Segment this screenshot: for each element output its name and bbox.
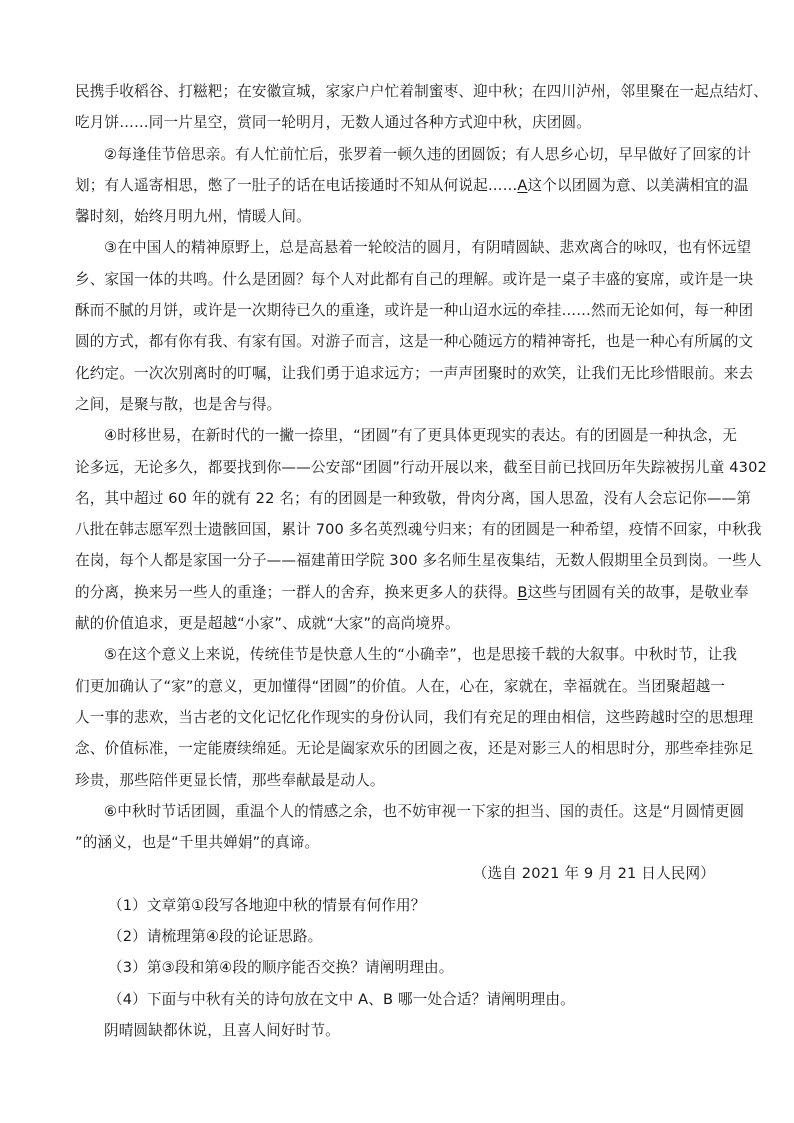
paragraph-line: 划；有人遥寄相思，憋了一肚子的话在电话接通时不知从何说起……A这个以团圆为意、以美满相宜的温 <box>75 176 749 194</box>
insert-mark-b: B <box>517 583 528 601</box>
paragraph-5-start: ⑤在这个意义上来说，传统佳节是快意人生的“小确幸”，也是思接千载的大叙事。中秋时节，让我 <box>104 646 738 664</box>
paragraph-line: 化约定。一次次别离时的叮嘱，让我们勇于追求远方；一声声团聚时的欢笑，让我们无比珍惜眼前。来去 <box>75 364 754 382</box>
paragraph-line: ”的涵义，也是“千里共婵娟”的真谛。 <box>75 834 320 852</box>
paragraph-line: 乡、家国一体的共鸣。什么是团圆？每个人对此都有自己的理解。或许是一桌子丰盛的宴席，或许是一块 <box>75 270 754 288</box>
question-list <box>75 890 723 1015</box>
paragraph-3-start: ③在中国人的精神原野上，总是高悬着一轮皎洁的圆月，有阴晴圆缺、悲欢离合的咏叹，也有怀远望 <box>104 239 752 257</box>
article-body <box>75 76 768 858</box>
paragraph-line: 珍贵，那些陪伴更显长情，那些奉献最是动人。 <box>75 771 385 789</box>
paragraph-line: 们更加确认了“家”的意义，更加懂得“团圆”的价值。人在，心在，家就在，幸福就在。当团聚超越一 <box>75 677 726 695</box>
paragraph-line: 之间，是聚与散，也是舍与得。 <box>75 395 282 413</box>
paragraph-line: 念、价值标准，一定能赓续绵延。无论是阖家欢乐的团圆之夜，还是对影三人的相思时分，那些牵挂弥足 <box>75 740 754 758</box>
paragraph-line: 的分离，换来另一些人的重逢；一群人的舍弃，换来更多人的获得。B这些与团圆有关的故事，是敬业奉 <box>75 583 749 601</box>
paragraph-line: 名，其中超过 60 年的就有 22 名；有的团圆是一种致敬，骨肉分离，国人思盈，没有人会忘记你——第 <box>75 489 752 507</box>
paragraph-4-start: ④时移世易，在新时代的一撇一捺里，“团圆”有了更具体更现实的表达。有的团圆是一种执念，无 <box>104 427 738 445</box>
paragraph-6-start: ⑥中秋时节话团圆，重温个人的情感之余，也不妨审视一下家的担当、国的责任。这是“月圆情更圆 <box>104 802 745 820</box>
article-source: （选自 2021 年 9 月 21 日人民网） <box>472 865 715 883</box>
paragraph-line: 人一事的悲欢，当古老的文化记忆化作现实的身份认同，我们有充足的理由相信，这些跨越时空的思想理 <box>75 708 754 726</box>
paragraph-line: 圆的方式，都有你有我、有家有国。对游子而言，这是一种心随远方的精神寄托，也是一种心有所属的文 <box>75 333 754 351</box>
question-1: （1）文章第①段写各地迎中秋的情景有何作用？ <box>108 896 426 914</box>
paragraph-line: 献的价值追求，更是超越“小家”、成就“大家”的高尚境界。 <box>75 615 460 633</box>
paragraph-2-start: ②每逢佳节倍思亲。有人忙前忙后，张罗着一顿久违的团圆饭；有人思乡心切，早早做好了回家的计 <box>104 145 752 163</box>
paragraph-line: 吃月饼……同一片星空，赏同一轮明月，无数人通过各种方式迎中秋，庆团圆。 <box>75 114 592 132</box>
paragraph-line: 在岗，每个人都是家国一分子——福建莆田学院 300 多名师生星夜集结，无数人假期里全员到岗。一些人 <box>75 552 762 570</box>
poem-line: 阴晴圆缺都休说，且喜人间好时节。 <box>104 1021 340 1039</box>
paragraph-line: 八批在韩志愿军烈士遗骸回国，累计 700 多名英烈魂兮归来；有的团圆是一种希望，疫情不回家，中秋我 <box>75 521 762 539</box>
question-4: （4）下面与中秋有关的诗句放在文中 A、B 哪一处合适？请阐明理由。 <box>108 990 575 1008</box>
insert-mark-a: A <box>517 176 528 194</box>
paragraph-line: 民携手收稻谷、打糍粑；在安徽宣城，家家户户忙着制蜜枣、迎中秋；在四川泸州，邻里聚在一起点结灯、 <box>75 83 768 100</box>
question-2: （2）请梳理第④段的论证思路。 <box>108 928 323 946</box>
question-3: （3）第③段和第④段的顺序能否交换？请阐明理由。 <box>108 959 454 977</box>
paragraph-line: 酥而不腻的月饼，或许是一次期待已久的重逢，或许是一种山迢水远的牵挂……然而无论如何，每一种团 <box>75 302 754 320</box>
paragraph-line: 馨时刻，始终月明九州，情暖人间。 <box>75 208 311 226</box>
document-page <box>75 76 768 1046</box>
paragraph-line: 论多远，无论多久，都要找到你——公安部“团圆”行动开展以来，截至目前已找回历年失踪被拐儿童 4302 <box>75 458 767 476</box>
